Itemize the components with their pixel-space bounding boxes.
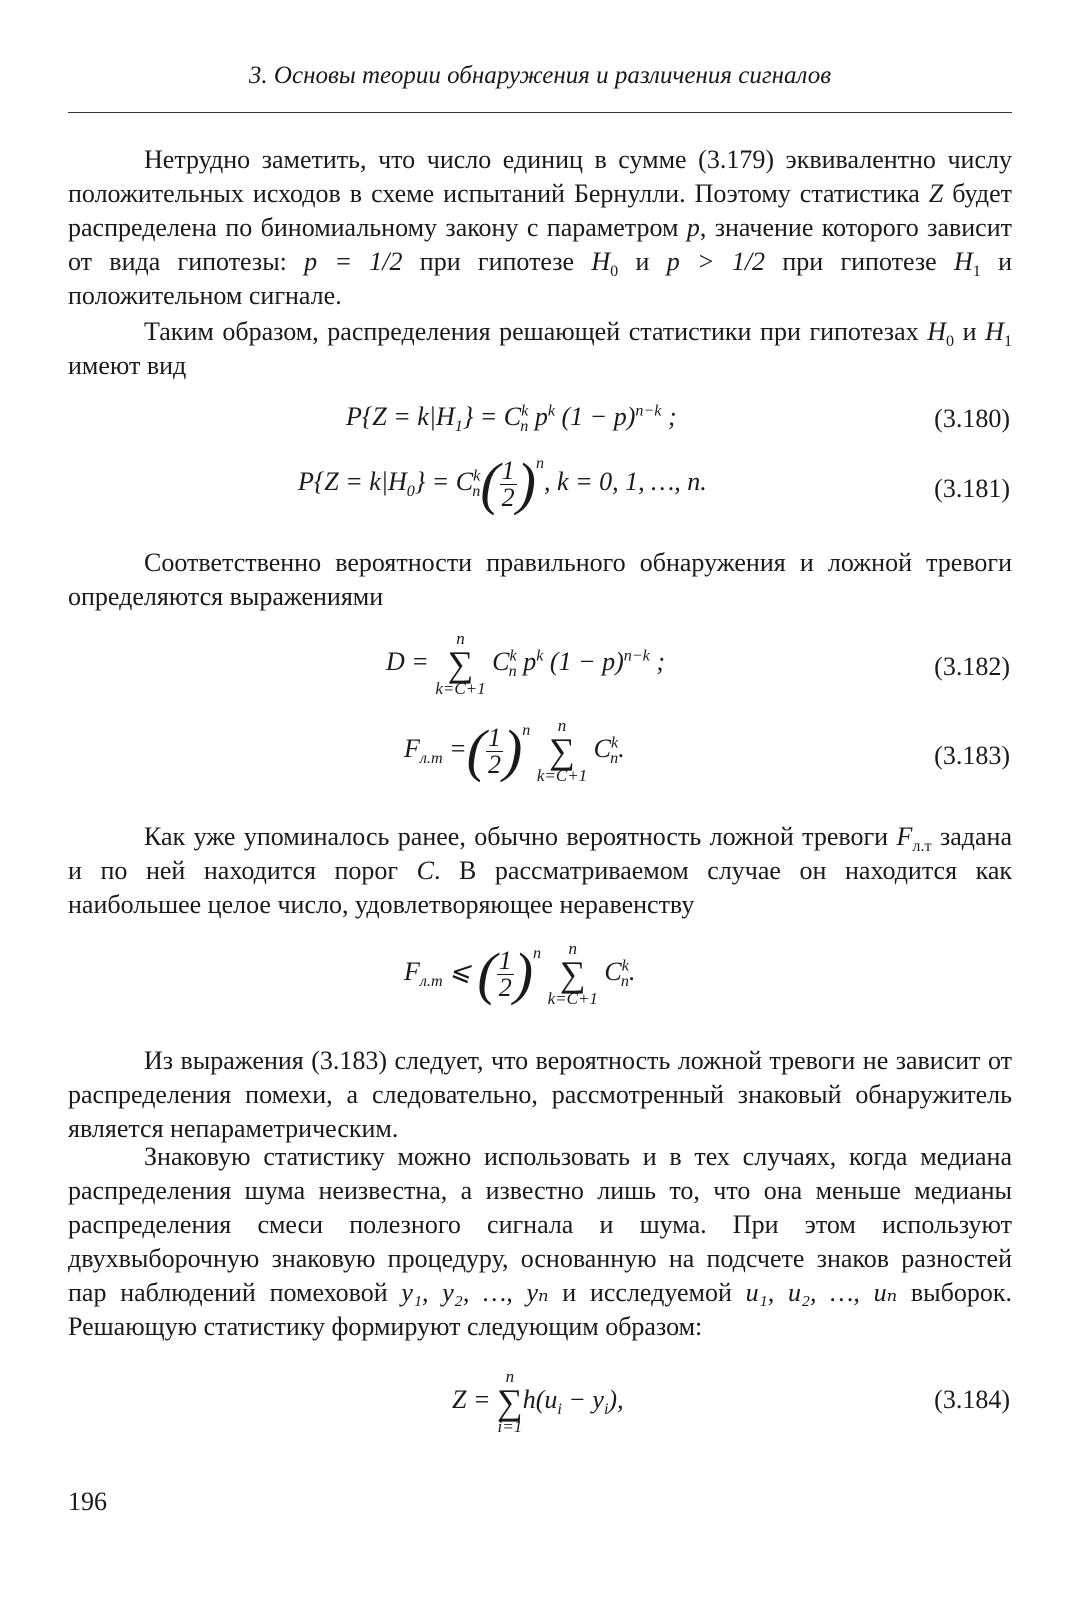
paragraph-3: Соответственно вероятности правильного обнаружения и ложной тревоги определяются выражениями (68, 548, 1012, 611)
equation-number-3-184: (3.184) (934, 1385, 1010, 1414)
page-number: 196 (68, 1487, 107, 1516)
header-rule (68, 112, 1012, 113)
equation-number-3-183: (3.183) (934, 741, 1010, 770)
paragraph-2: Таким образом, распределения решающей статистики при гипотезах $H_0$ и $H_1$ имеют вид (68, 317, 1012, 380)
paragraph-5: Из выражения (3.183) следует, что вероятность ложной тревоги не зависит от распределения помехи, а следовательно, рассмотренный знаковый обнаружитель является непараметрическим. (68, 1046, 1012, 1143)
equation-number-3-180: (3.180) (934, 404, 1010, 433)
paragraph-4: Как уже упоминалось ранее, обычно вероятность ложной тревоги $F_{л.т}$ задана и по ней находится порог C. В рассматриваемом случае он находится как наибольшее целое число, удовлетворяющее неравенству (68, 822, 1012, 919)
paragraph-6: Знаковую статистику можно использовать и в тех случаях, когда медиана распределения шума неизвестна, а известно лишь то, что она меньше медианы распределения смеси полезного сигнала и шума. При этом используют двухвыборочную знаковую процедуру, основанную на подсчете знаков разностей пар наблюдений помеховой y₁, y₂, …, yₙ и исследуемой u₁, u₂, …, uₙ выборок. Решающую статистику формируют следующим образом: (68, 1142, 1012, 1341)
equation-3-183: $F_{л.т}$ =( $\frac{1}{2}$ )$^n$ n ∑ k=C+1 $C^k_n$. (404, 716, 625, 785)
equation-number-3-181: (3.181) (934, 474, 1010, 503)
equation-3-180: $P\{Z = k|H_1\} = C^k_n$ $p^k$ $(1 - p)^{n-k}$ ; (346, 402, 677, 436)
equation-3-184: Z = n ∑ i=1 $h(u_i - y_i)$, (452, 1367, 624, 1436)
running-header: 3. Основы теории обнаружения и различения сигналов (248, 62, 832, 89)
inequality: $F_{л.т}$ ⩽ ( $\frac{1}{2}$ )$^n$ n ∑ k=C+1 $C^k_n$. (404, 939, 636, 1008)
equation-number-3-182: (3.182) (934, 652, 1010, 681)
equation-3-182: D = n ∑ k=C+1 $C^k_n$ $p^k$ $(1 - p)^{n-k}$ ; (386, 629, 665, 698)
paragraph-1: Нетрудно заметить, что число единиц в сумме (3.179) эквивалентно числу положительных исходов в схеме испытаний Бернулли. Поэтому статистика Z будет распределена по биномиальному закону с параметром p, значение которого зависит от вида гипотезы: p = 1/2 при гипотезе $H_0$ и p > 1/2 при гипотезе $H_1$ и положительном сигнале. (68, 145, 1012, 310)
equation-3-181: $P\{Z = k|H_0\} = C^k_n$( $\frac{1}{2}$ )$^n$, k = 0, 1, …, n. (298, 451, 707, 516)
